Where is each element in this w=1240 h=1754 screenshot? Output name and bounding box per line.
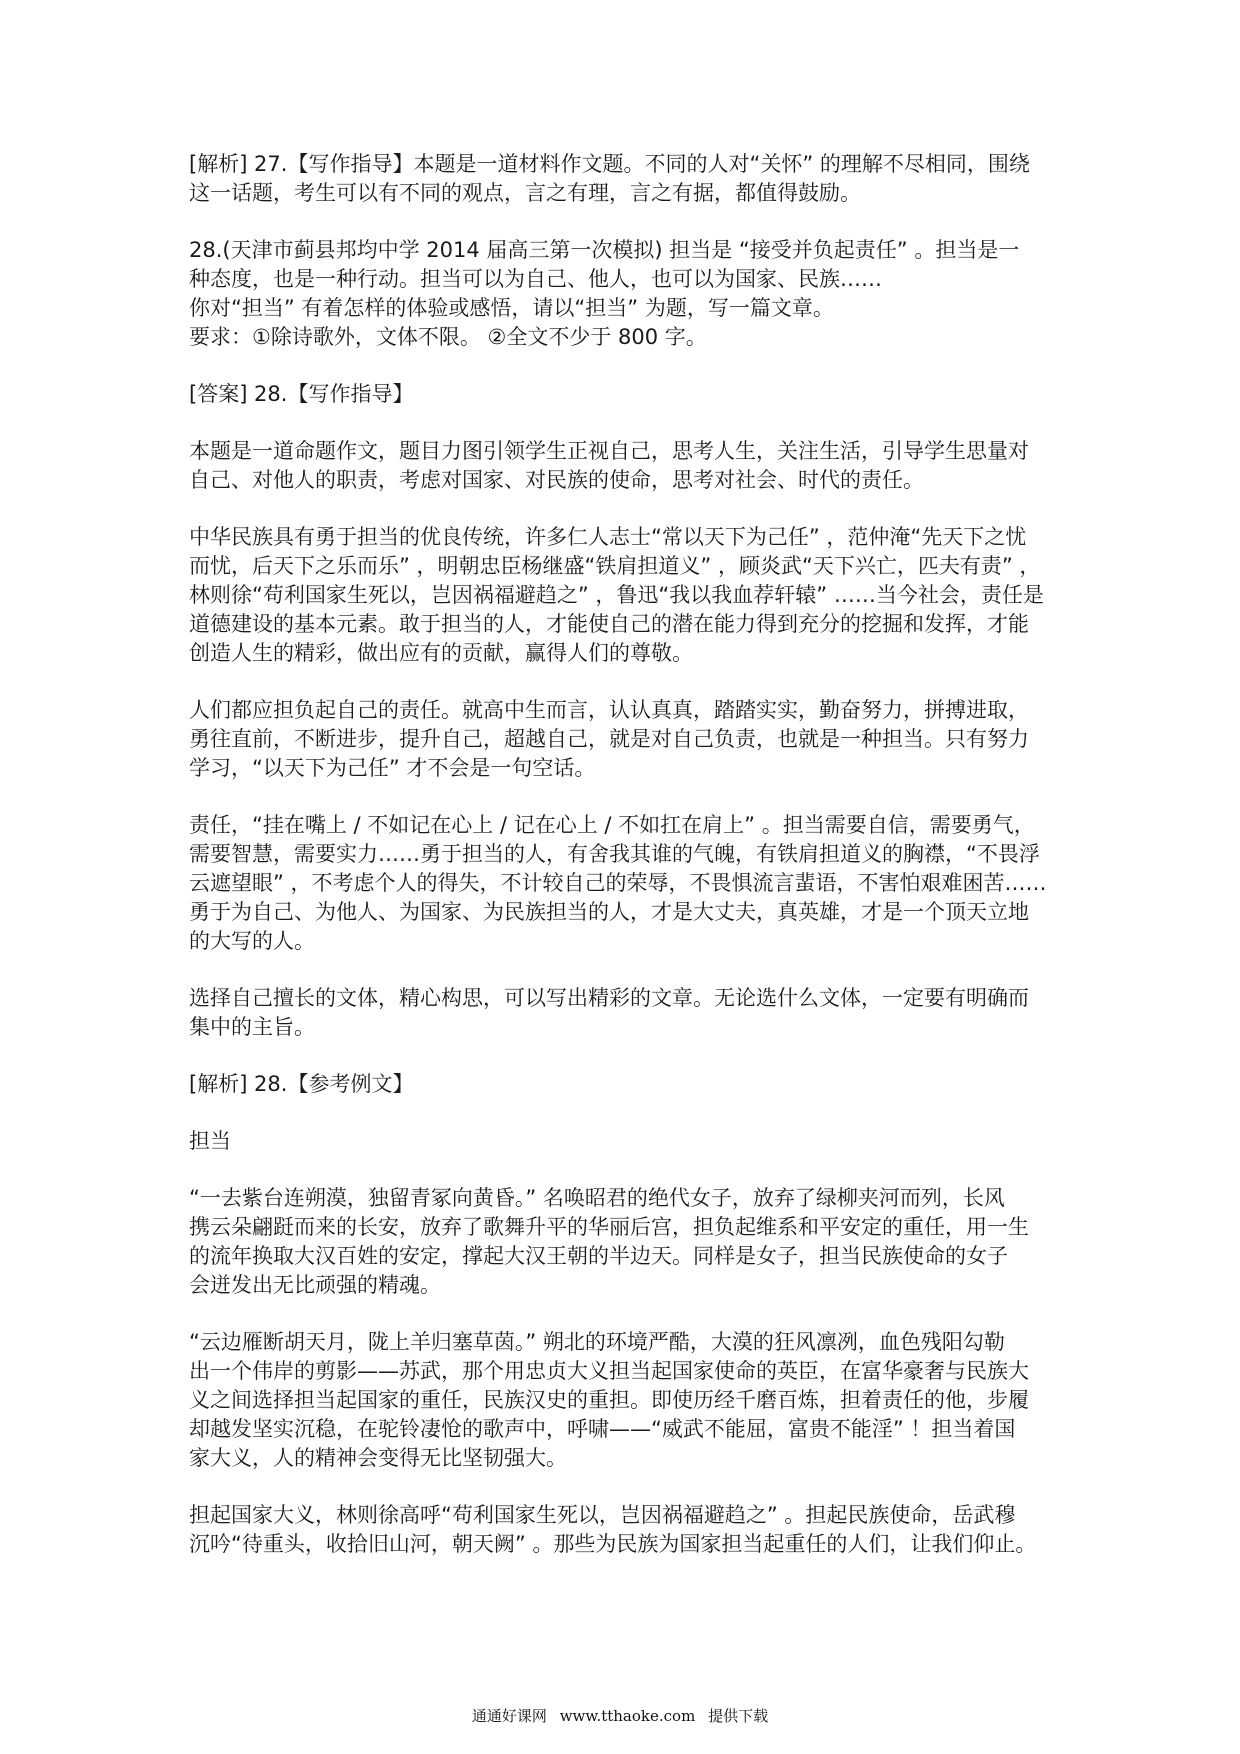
text-line: 道德建设的基本元素。敢于担当的人，才能使自己的潜在能力得到充分的挖掘和发挥，才能 [189, 612, 1029, 636]
text-line: 沉吟“待重头，收拾旧山河，朝天阙” 。那些为民族为国家担当起重任的人们，让我们仰止。 [189, 1532, 1037, 1556]
text-line: 这一话题，考生可以有不同的观点，言之有理，言之有据，都值得鼓励。 [189, 181, 861, 205]
paragraph [189, 150, 1064, 208]
text-line: “云边雁断胡天月，陇上羊归塞草茵。” 朔北的环境严酷，大漠的狂风凛冽，血色残阳勾勒 [189, 1330, 1005, 1354]
text-line: 携云朵翩跹而来的长安，放弃了歌舞升平的华丽后宫，担负起维系和平安定的重任，用一生 [189, 1215, 1029, 1239]
paragraph [189, 523, 1064, 668]
paragraph [189, 811, 1064, 956]
text-line: 本题是一道命题作文，题目力图引领学生正视自己，思考人生，关注生活，引导学生思量对 [189, 439, 1029, 463]
text-line: 创造人生的精彩，做出应有的贡献，赢得人们的尊敬。 [189, 641, 693, 665]
text-line: 人们都应担负起自己的责任。就高中生而言，认认真真，踏踏实实，勤奋努力，拼搏进取， [189, 698, 1029, 722]
text-line: 28.(天津市蓟县邦均中学 2014 届高三第一次模拟) 担当是 “接受并负起责任” 。担当是一 [189, 238, 1020, 262]
paragraph [189, 1328, 1064, 1473]
text-line: [解析] 27.【写作指导】本题是一道材料作文题。不同的人对“关怀” 的理解不尽相同，围绕 [189, 152, 1030, 176]
footer-note: 提供下载 [708, 1707, 769, 1725]
text-line: 的流年换取大汉百姓的安定，撑起大汉王朝的半边天。同样是女子，担当民族使命的女子 [189, 1244, 1008, 1268]
text-line: 中华民族具有勇于担当的优良传统，许多仁人志士“常以天下为己任” ，范仲淹“先天下之忧 [189, 525, 1027, 549]
text-line: 需要智慧，需要实力……勇于担当的人，有舍我其谁的气魄，有铁肩担道义的胸襟，“不畏浮 [189, 842, 1040, 866]
text-line: [答案] 28.【写作指导】 [189, 382, 414, 406]
text-line: 勇于为自己、为他人、为国家、为民族担当的人，才是大丈夫，真英雄，才是一个顶天立地 [189, 900, 1029, 924]
text-line: 的大写的人。 [189, 929, 315, 953]
text-line: 选择自己擅长的文体，精心构思，可以写出精彩的文章。无论选什么文体，一定要有明确而 [189, 986, 1029, 1010]
text-line: 你对“担当” 有着怎样的体验或感悟，请以“担当” 为题，写一篇文章。 [189, 296, 834, 320]
text-line: 林则徐“苟利国家生死以，岂因祸福避趋之” ，鲁迅“我以我血荐轩辕” ……当今社会，责任是 [189, 583, 1044, 607]
text-line: 担起国家大义，林则徐高呼“苟利国家生死以，岂因祸福避趋之” 。担起民族使命，岳武穆 [189, 1503, 1016, 1527]
text-line: 种态度，也是一种行动。担当可以为自己、他人，也可以为国家、民族…… [189, 267, 882, 291]
paragraph [189, 984, 1064, 1042]
footer-site-name: 通通好课网 [471, 1707, 547, 1725]
text-line: 家大义，人的精神会变得无比坚韧强大。 [189, 1446, 567, 1470]
text-line: 却越发坚实沉稳，在驼铃凄怆的歌声中，呼啸——“威武不能屈，富贵不能淫” ！担当着国 [189, 1417, 1016, 1441]
paragraph [189, 437, 1064, 495]
paragraph [189, 236, 1064, 352]
text-line: 出一个伟岸的剪影——苏武，那个用忠贞大义担当起国家使命的英臣，在富华豪奢与民族大 [189, 1359, 1029, 1383]
paragraph [189, 696, 1064, 783]
text-line: 集中的主旨。 [189, 1015, 315, 1039]
text-line: [解析] 28.【参考例文】 [189, 1072, 414, 1096]
page-footer [0, 1705, 1240, 1726]
text-line: 勇往直前，不断进步，提升自己，超越自己，就是对自己负责，也就是一种担当。只有努力 [189, 727, 1029, 751]
text-line: 学习，“以天下为己任” 才不会是一句空话。 [189, 756, 596, 780]
text-line: “一去紫台连朔漠，独留青冢向黄昏。” 名唤昭君的绝代女子，放弃了绿柳夹河而列，长风 [189, 1186, 1005, 1210]
paragraph [189, 1127, 1064, 1156]
text-line: 义之间选择担当起国家的重任，民族汉史的重担。即使历经千磨百炼，担着责任的他，步履 [189, 1388, 1029, 1412]
text-line: 而忧，后天下之乐而乐” ，明朝忠臣杨继盛“铁肩担道义” ，顾炎武“天下兴亡，匹夫有责” ， [189, 554, 1041, 578]
paragraph [189, 1070, 1064, 1099]
paragraph [189, 1501, 1064, 1559]
text-line: 自己、对他人的职责，考虑对国家、对民族的使命，思考对社会、时代的责任。 [189, 468, 924, 492]
text-line: 云遮望眼” ，不考虑个人的得失，不计较自己的荣辱，不畏惧流言蜚语，不害怕艰难困苦…… [189, 871, 1047, 895]
text-line: 会迸发出无比顽强的精魂。 [189, 1273, 441, 1297]
text-line: 责任，“挂在嘴上 / 不如记在心上 / 记在心上 / 不如扛在肩上” 。担当需要自信，需要勇气， [189, 813, 1035, 837]
paragraph [189, 380, 1064, 409]
paragraph [189, 1184, 1064, 1300]
text-line: 要求：①除诗歌外，文体不限。 ②全文不少于 800 字。 [189, 325, 707, 349]
document-body [189, 150, 1064, 1587]
text-line: 担当 [189, 1129, 231, 1153]
footer-url[interactable]: www.tthaoke.com [559, 1707, 696, 1725]
